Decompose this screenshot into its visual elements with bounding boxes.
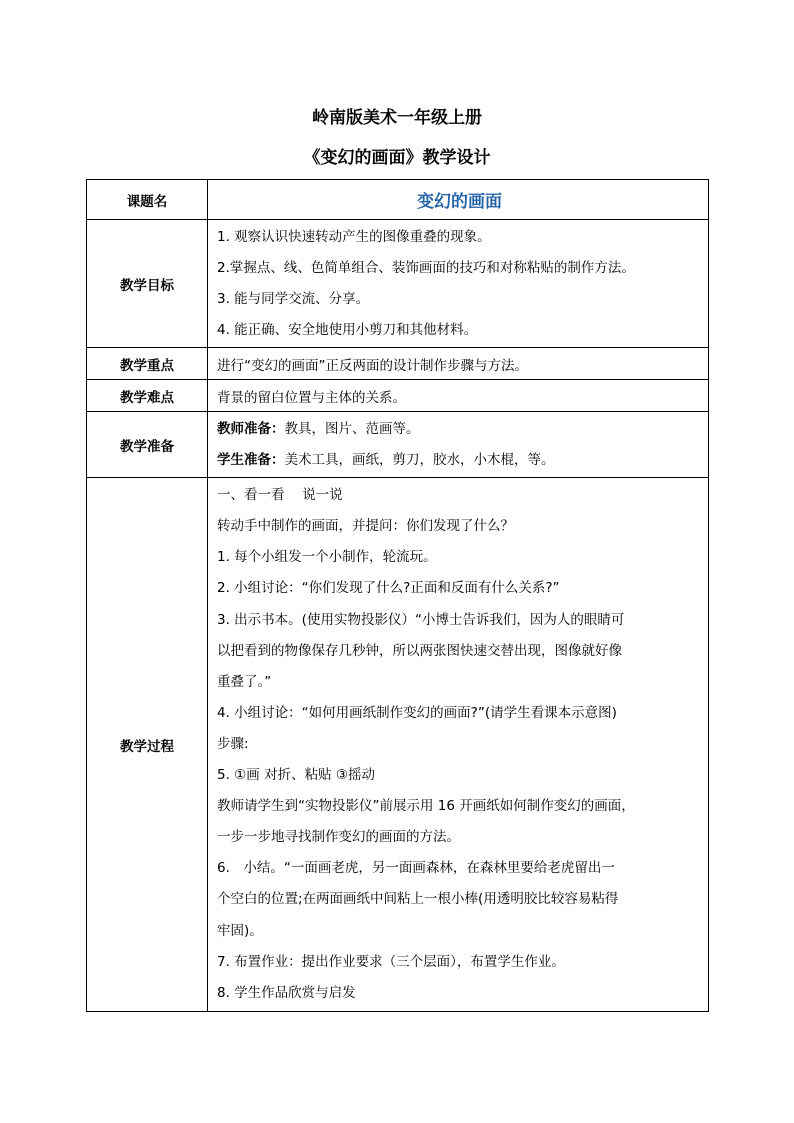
process-line: 教师请学生到“实物投影仪”前展示用 16 开画纸如何制作变幻的画面， <box>217 798 635 815</box>
process-line: 转动手中制作的画面，并提问：你们发现了什么？ <box>217 518 514 535</box>
process-line: 4. 小组讨论：“如何用画纸制作变幻的画面?”(请学生看课本示意图) <box>217 704 617 721</box>
student-prep-label: 学生准备： <box>217 451 285 468</box>
process-line: 一、看一看 说一说 <box>217 487 343 504</box>
teacher-prep-label: 教师准备： <box>217 420 285 437</box>
student-prep <box>217 445 702 476</box>
table-row-process <box>87 478 709 1012</box>
process-line: 6. 小结。“一面画老虎，另一面画森林，在森林里要给老虎留出一 <box>217 860 615 877</box>
table-row-focus <box>87 348 709 380</box>
difficulty-value: 背景的留白位置与主体的关系。 <box>208 380 709 412</box>
student-prep-value: 美术工具，画纸，剪刀，胶水，小木棍，等。 <box>284 451 555 468</box>
table-row-goals <box>87 220 709 348</box>
goals-content <box>208 220 709 348</box>
process-line: 8. 学生作品欣赏与启发 <box>217 984 356 1001</box>
document-title: 岭南版美术一年级上册 <box>312 108 482 128</box>
process-content <box>208 478 709 1012</box>
goals-label: 教学目标 <box>87 220 208 348</box>
table-row-topic <box>87 180 709 220</box>
process-line: 一步一步地寻找制作变幻的画面的方法。 <box>217 829 460 846</box>
lesson-plan-table <box>86 179 709 1012</box>
process-line: 步骤: <box>217 735 249 752</box>
topic-label: 课题名 <box>87 180 208 220</box>
process-line: 牢固)。 <box>217 922 263 939</box>
prep-label: 教学准备 <box>87 412 208 478</box>
focus-value: 进行“变幻的画面”正反两面的设计制作步骤与方法。 <box>208 348 709 380</box>
focus-label: 教学重点 <box>87 348 208 380</box>
process-line: 重叠了。” <box>217 673 272 690</box>
table-row-preparation <box>87 412 709 478</box>
teacher-prep <box>217 414 702 445</box>
process-line: 2. 小组讨论：“你们发现了什么?正面和反面有什么关系?” <box>217 580 560 597</box>
table-row-difficulty <box>87 380 709 412</box>
process-label: 教学过程 <box>87 478 208 1012</box>
process-line: 5. ①画 对折、粘贴 ③摇动 <box>217 767 375 784</box>
goal-item: 2.掌握点、线、色简单组合、装饰画面的技巧和对称粘贴的制作方法。 <box>217 259 635 276</box>
goal-item: 4. 能正确、安全地使用小剪刀和其他材料。 <box>217 321 478 338</box>
topic-value: 变幻的画面 <box>208 180 709 220</box>
process-line: 个空白的位置;在两面画纸中间粘上一根小棒(用透明胶比较容易粘得 <box>217 891 619 908</box>
teacher-prep-value: 教具，图片、范画等。 <box>284 420 420 437</box>
prep-content <box>208 412 709 478</box>
process-line: 1. 每个小组发一个小制作，轮流玩。 <box>217 549 437 566</box>
process-line: 7. 布置作业：提出作业要求（三个层面），布置学生作业。 <box>217 953 565 970</box>
goal-item: 3. 能与同学交流、分享。 <box>217 290 370 307</box>
goal-item: 1. 观察认识快速转动产生的图像重叠的现象。 <box>217 228 491 245</box>
difficulty-label: 教学难点 <box>87 380 208 412</box>
document-subtitle: 《变幻的画面》教学设计 <box>303 148 491 168</box>
process-line: 3. 出示书本。(使用实物投影仪）“小博士告诉我们，因为人的眼睛可 <box>217 611 625 628</box>
process-line: 以把看到的物像保存几秒钟，所以两张图快速交替出现，图像就好像 <box>217 642 622 659</box>
